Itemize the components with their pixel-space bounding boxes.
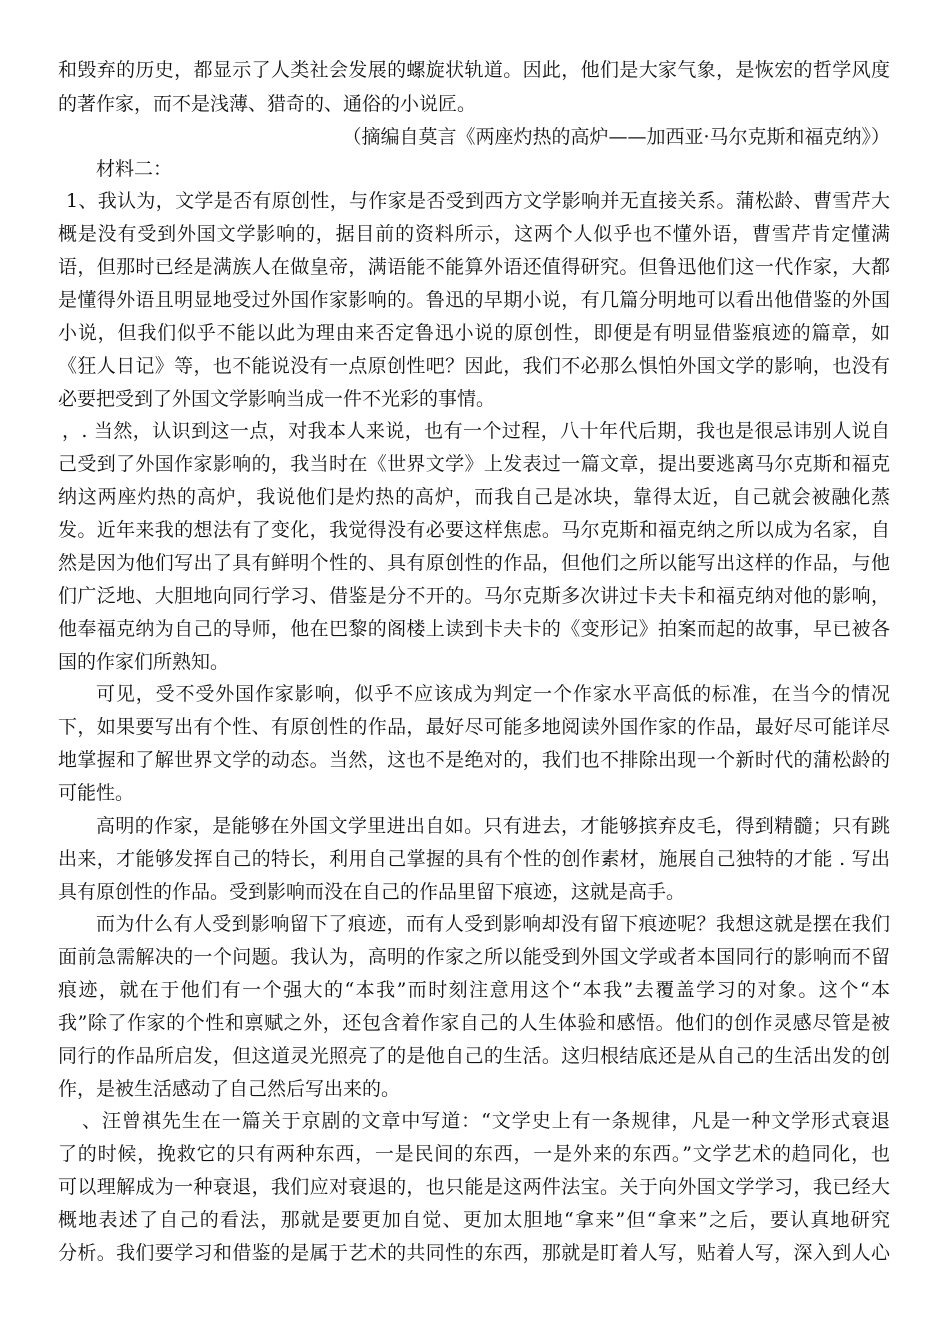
text-line: 可以理解成为一种衰退，我们应对衰退的，也只能是这两件法宝。关于向外国文学学习，我已经大 bbox=[58, 1176, 890, 1198]
text-line: 《狂人日记》等，也不能说没有一点原创性吧？因此，我们不必那么惧怕外国文学的影响，也没有 bbox=[58, 355, 890, 377]
text-line: 高明的作家，是能够在外国文学里进出自如。只有进去，才能够摈弃皮毛，得到精髓；只有跳 bbox=[96, 815, 890, 837]
text-line: 们广泛地、大胆地向同行学习、借鉴是分不开的。马尔克斯多次讲过卡夫卡和福克纳对他的影响， bbox=[58, 585, 890, 607]
text-line: 纳这两座灼热的高炉，我说他们是灼热的高炉，而我自己是冰块，靠得太近，自己就会被融化蒸 bbox=[58, 486, 890, 508]
text-line: 国的作家们所熟知。 bbox=[58, 651, 230, 673]
text-line: ，. 当然，认识到这一点，对我本人来说，也有一个过程，八十年代后期，我也是很忌讳别人说自 bbox=[62, 420, 890, 442]
text-line: 面前急需解决的一个问题。我认为，高明的作家之所以能受到外国文学或者本国同行的影响而不留 bbox=[58, 946, 890, 968]
text-line: 可见，受不受外国作家影响，似乎不应该成为判定一个作家水平高低的标准，在当今的情况 bbox=[96, 683, 890, 705]
text-line: 作，是被生活感动了自己然后写出来的。 bbox=[58, 1078, 401, 1100]
text-line: 和毁弃的历史，都显示了人类社会发展的螺旋状轨道。因此，他们是大家气象，是恢宏的哲学风度 bbox=[58, 59, 890, 81]
text-line: 概地表述了自己的看法，那就是要更加自觉、更加太胆地“拿来”但“拿来”之后，要认真地研究 bbox=[58, 1209, 890, 1231]
text-line: 语，但那时已经是满族人在做皇帝，满语能不能算外语还值得研究。但鲁迅他们这一代作家，大都 bbox=[58, 256, 890, 278]
text-line: 下，如果要写出有个性、有原创性的作品，最好尽可能多地阅读外国作家的作品，最好尽可能详尽 bbox=[58, 716, 890, 738]
text-line: 他奉福克纳为自己的导师，他在巴黎的阁楼上读到卡夫卡的《变形记》拍案而起的故事，早已被各 bbox=[58, 618, 890, 640]
text-line: 发。近年来我的想法有了变化，我觉得没有必要这样焦虑。马尔克斯和福克纳之所以成为名家，自 bbox=[58, 519, 890, 541]
text-line: 概是没有受到外国文学影响的，据目前的资料所示，这两个人似乎也不懂外语，曹雪芹肯定懂满 bbox=[58, 223, 890, 245]
text-line: 分析。我们要学习和借鉴的是属于艺术的共同性的东西，那就是盯着人写，贴着人写，深入到人心 bbox=[58, 1242, 890, 1264]
text-line: 是懂得外语且明显地受过外国作家影响的。鲁迅的早期小说，有几篇分明地可以看出他借鉴的外国 bbox=[58, 289, 890, 311]
text-line: 出来，才能够发挥自己的特长，利用自己掌握的具有个性的创作素材，施展自己独特的才能 . 写出 bbox=[58, 848, 890, 870]
text-line: 、汪曾祺先生在一篇关于京剧的文章中写道：“文学史上有一条规律，凡是一种文学形式衰退 bbox=[82, 1110, 890, 1132]
text-line: 然是因为他们写出了具有鲜明个性的、具有原创性的作品，但他们之所以能写出这样的作品，与他 bbox=[58, 552, 890, 574]
text-line: 而为什么有人受到影响留下了痕迹，而有人受到影响却没有留下痕迹呢？我想这就是摆在我们 bbox=[96, 913, 890, 935]
text-line: 可能性。 bbox=[58, 782, 135, 804]
text-line: 同行的作品所启发，但这道灵光照亮了的是他自己的生活。这归根结底还是从自己的生活出发的创 bbox=[58, 1045, 890, 1067]
text-line: 小说，但我们似乎不能以此为理由来否定鲁迅小说的原创性，即便是有明显借鉴痕迹的篇章，如 bbox=[58, 322, 890, 344]
text-line: 我”除了作家的个性和禀赋之外，还包含着作家自己的人生体验和感悟。他们的创作灵感尽管是被 bbox=[58, 1012, 890, 1034]
text-line: 己受到了外国作家影响的，我当时在《世界文学》上发表过一篇文章，提出要逃离马尔克斯和福克 bbox=[58, 453, 890, 475]
text-line: 地掌握和了解世界文学的动态。当然，这也不是绝对的，我们也不排除出现一个新时代的蒲松龄的 bbox=[58, 749, 890, 771]
text-line: 必要把受到了外国文学影响当成一件不光彩的事情。 bbox=[58, 388, 496, 410]
text-line: 了的时候，挽救它的只有两种东西，一是民间的东西，一是外来的东西。”文学艺术的趋同化，也 bbox=[58, 1143, 890, 1165]
text-line: 的著作家，而不是浅薄、猎奇的、通俗的小说匠。 bbox=[58, 93, 477, 115]
text-line: 具有原创性的作品。受到影响而没在自己的作品里留下痕迹，这就是高手。 bbox=[58, 881, 686, 903]
text-line: 1、我认为，文学是否有原创性，与作家是否受到西方文学影响并无直接关系。蒲松龄、曹雪芹大 bbox=[66, 190, 890, 212]
text-line: 痕迹，就在于他们有一个强大的“本我”而时刻注意用这个“本我”去覆盖学习的对象。这个“本 bbox=[58, 979, 890, 1001]
citation: （摘编自莫言《两座灼热的高炉——加西亚·马尔克斯和福克纳》） bbox=[342, 126, 890, 148]
section-heading: 材料二： bbox=[96, 158, 173, 180]
